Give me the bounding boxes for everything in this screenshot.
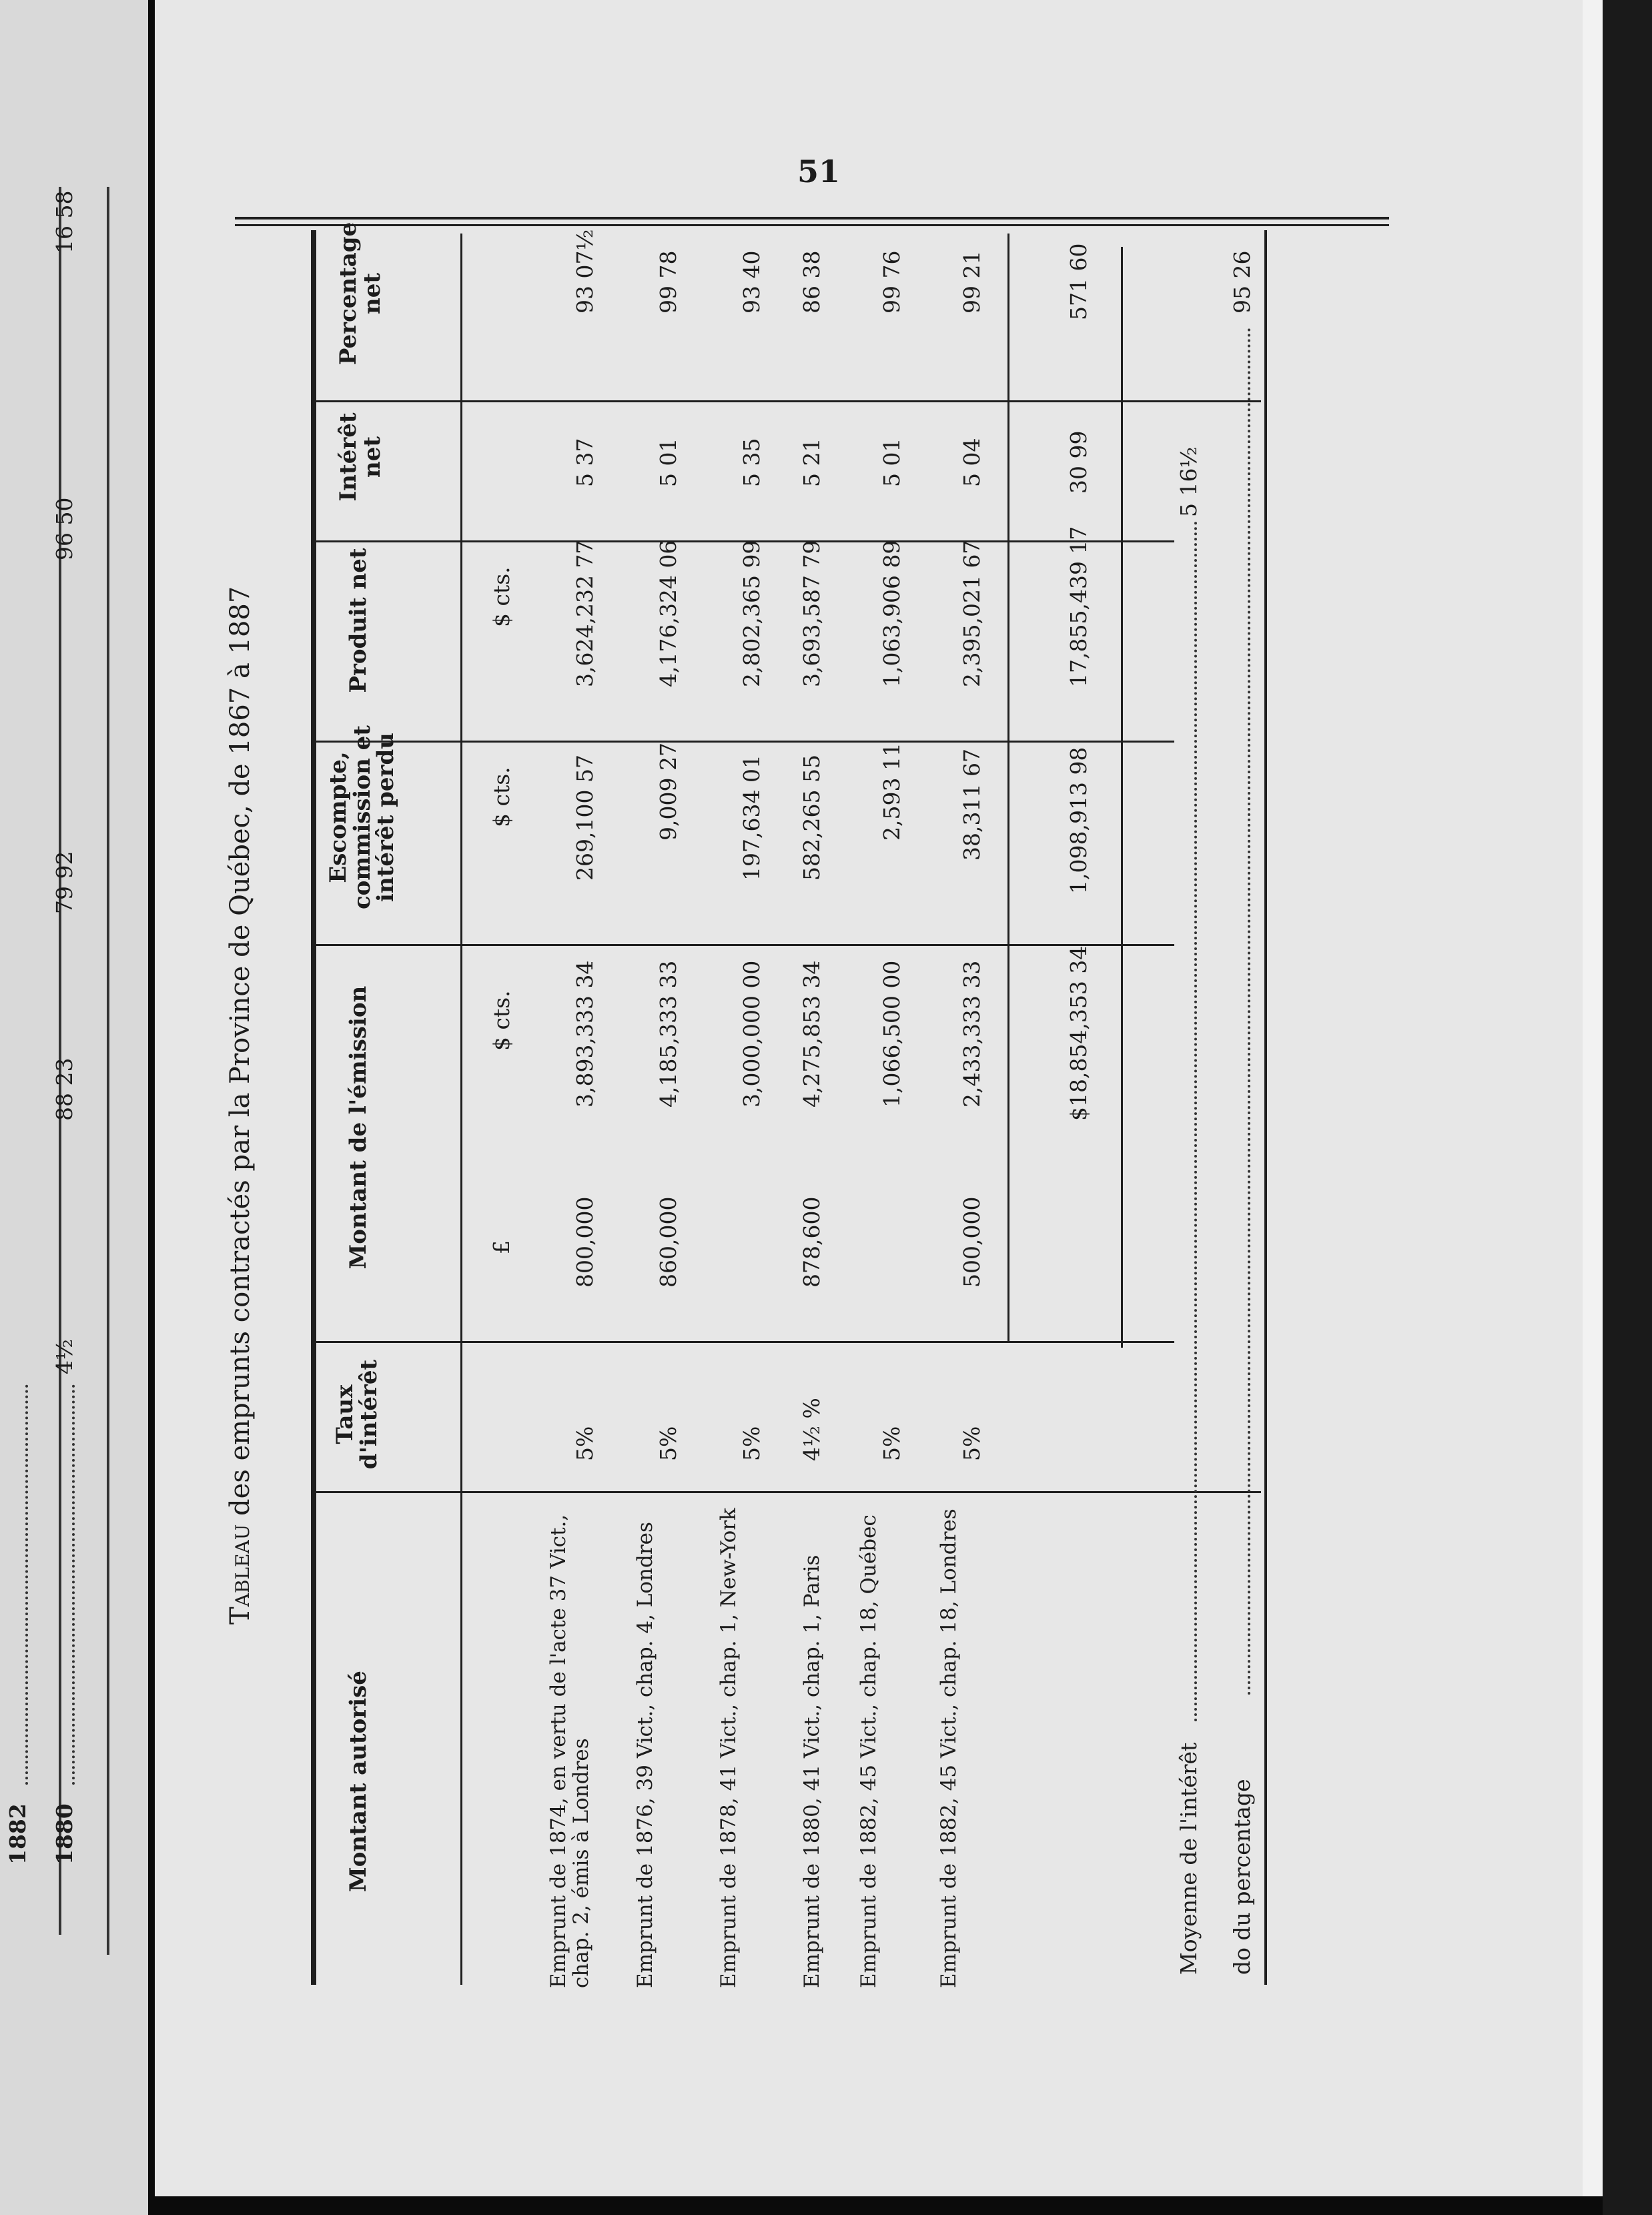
cell-escompte: 197,634 01: [739, 755, 765, 881]
cell-emission: 3,000,000 00: [739, 960, 765, 1108]
cell-emission: 4,275,853 34: [799, 960, 825, 1108]
prev-value: 88 23: [51, 1057, 77, 1121]
cell-produit: 2,395,021 67: [959, 540, 985, 687]
cell-interet: 5 37: [572, 438, 598, 487]
cell-pounds: 500,000: [959, 1196, 985, 1288]
table-title: [227, 586, 254, 1625]
cell-emission: 2,433,333 33: [959, 960, 985, 1108]
prev-year-1882: 1882: [5, 1803, 31, 1865]
total-interet: 30 99: [1066, 430, 1092, 494]
total-emission: $18,854,353 34: [1066, 945, 1092, 1121]
unit-dollar-cts: $ cts.: [488, 990, 514, 1051]
cell-percentage: 93 07½: [572, 229, 598, 314]
table-title-smallcaps: Tableau: [225, 1524, 256, 1625]
cell-percentage: 99 76: [879, 250, 905, 314]
prev-value: 16 58: [51, 190, 77, 254]
cell-escompte: 9,009 27: [655, 743, 681, 841]
cell-produit: 2,802,365 99: [739, 540, 765, 687]
prev-value: 96 50: [51, 497, 77, 560]
cell-interet: 5 01: [879, 438, 905, 487]
prev-value: 79 92: [51, 851, 77, 914]
row-label: Emprunt de 1880, 41 Vict., chap. 1, Paris: [800, 1555, 824, 1988]
row-label: Emprunt de 1882, 45 Vict., chap. 18, Québec: [857, 1514, 881, 1988]
page-number: 51: [797, 153, 841, 189]
cell-produit: 3,693,587 79: [799, 540, 825, 687]
table-title-text: des emprunts contractés par la Province de Québec, de 1867 à 1887: [225, 586, 256, 1516]
header-montant-autorise: Montant autorisé: [345, 1671, 372, 1892]
prev-year-1880: 1880: [51, 1803, 77, 1865]
cell-interet: 5 01: [655, 438, 681, 487]
cell-taux: 5%: [655, 1426, 681, 1461]
cell-pounds: 878,600: [799, 1196, 825, 1288]
cell-escompte: 2,593 11: [879, 743, 905, 841]
cell-pounds: 800,000: [572, 1196, 598, 1288]
header-taux: Taux d'intérêt: [332, 1359, 382, 1470]
cell-emission: 3,893,333 34: [572, 960, 598, 1108]
cell-taux: 4½ %: [799, 1398, 825, 1461]
row-label: Emprunt de 1876, 39 Vict., chap. 4, Londres: [633, 1522, 657, 1988]
total-percentage: 571 60: [1066, 243, 1092, 320]
row-label: Emprunt de 1882, 45 Vict., chap. 18, Londres: [937, 1508, 961, 1988]
unit-dollar-cts: $ cts.: [488, 566, 514, 627]
total-produit: 17,855,439 17: [1066, 526, 1092, 687]
header-percentage-net: Percentage net: [335, 222, 386, 366]
cell-escompte: 582,265 55: [799, 755, 825, 881]
dot-leader: [1248, 327, 1250, 1695]
cell-percentage: 99 21: [959, 250, 985, 314]
header-interet-net: Intérêt net: [335, 412, 386, 502]
row-label: Emprunt de 1878, 41 Vict., chap. 1, New-York: [717, 1508, 741, 1988]
moyenne-interet-value: 5 16½: [1176, 446, 1202, 517]
cell-produit: 3,624,232 77: [572, 540, 598, 687]
cell-taux: 5%: [959, 1426, 985, 1461]
cell-taux: 5%: [879, 1426, 905, 1461]
unit-pound: £: [488, 1240, 514, 1254]
header-produit-net: Produit net: [345, 548, 372, 693]
cell-interet: 5 21: [799, 438, 825, 487]
header-escompte: Escompte, commission et intérêt perdu: [325, 725, 400, 910]
cell-taux: 5%: [572, 1426, 598, 1461]
moyenne-percentage-value: 95 26: [1229, 250, 1255, 314]
header-montant-emission: Montant de l'émission: [345, 985, 372, 1270]
cell-emission: 1,066,500 00: [879, 960, 905, 1108]
cell-escompte: 38,311 67: [959, 749, 985, 861]
cell-percentage: 86 38: [799, 250, 825, 314]
cell-produit: 1,063,906 89: [879, 540, 905, 687]
cell-pounds: 860,000: [655, 1196, 681, 1288]
cell-escompte: 269,100 57: [572, 755, 598, 881]
cell-produit: 4,176,324 06: [655, 540, 681, 687]
cell-percentage: 93 40: [739, 250, 765, 314]
cell-interet: 5 04: [959, 438, 985, 487]
cell-emission: 4,185,333 33: [655, 960, 681, 1108]
moyenne-percentage-label: do du percentage: [1229, 1779, 1255, 1975]
unit-dollar-cts: $ cts.: [488, 767, 514, 827]
row-label: Emprunt de 1874, en vertu de l'acte 37 Vict., chap. 2, émis à Londres: [546, 1514, 594, 1988]
cell-interet: 5 35: [739, 438, 765, 487]
cell-percentage: 99 78: [655, 250, 681, 314]
moyenne-interet-label: Moyenne de l'intérêt: [1176, 1742, 1202, 1975]
cell-taux: 5%: [739, 1426, 765, 1461]
prev-rate: 4½: [51, 1339, 77, 1374]
dot-leader: [1194, 520, 1197, 1721]
total-escompte: 1,098,913 98: [1066, 747, 1092, 894]
